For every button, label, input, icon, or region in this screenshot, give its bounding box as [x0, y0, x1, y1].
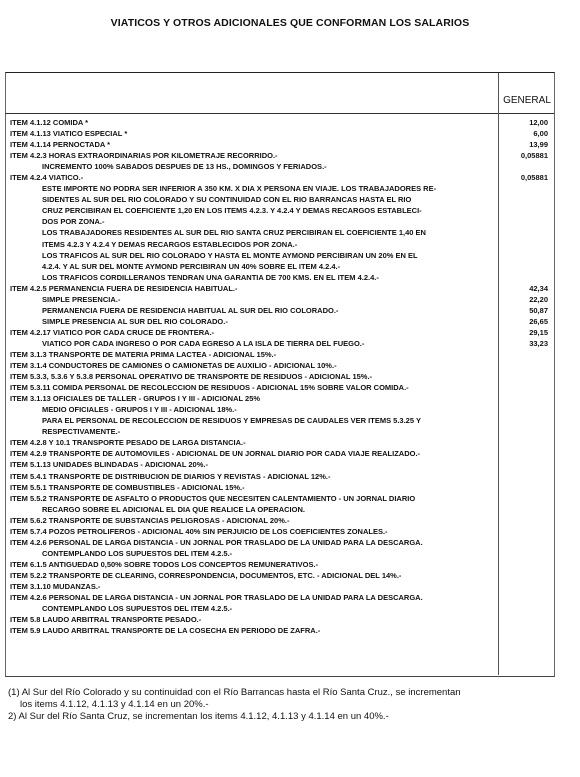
table-row [10, 614, 554, 625]
row-text: ITEM 3.1.10 MUDANZAS.- [10, 581, 101, 591]
table-row [10, 216, 554, 227]
row-text: ITEM 4.2.6 PERSONAL DE LARGA DISTANCIA - UN JORNAL POR TRASLADO DE LA UNIDAD PARA LA DESCARGA. [10, 537, 423, 547]
footnote-1: (1) Al Sur del Río Colorado y su continuidad con el Río Barrancas hasta el Río Santa Cruz., se incrementan [8, 687, 461, 698]
table-row [10, 239, 554, 250]
table-row [10, 437, 554, 448]
table-row [10, 371, 554, 382]
row-value: 22,20 [529, 294, 548, 304]
row-text: ITEM 4.1.13 VIATICO ESPECIAL * [10, 129, 128, 139]
table-row [10, 338, 554, 349]
row-value: 50,87 [529, 305, 548, 315]
row-text: ITEM 5.5.1 TRANSPORTE DE COMBUSTIBLES - ADICIONAL 15%.- [10, 482, 245, 492]
row-text: ITEM 3.1.13 OFICIALES DE TALLER - GRUPOS I Y III - ADICIONAL 25% [10, 394, 261, 404]
row-text: VIATICO POR CADA INGRESO O POR CADA EGRESO A LA ISLA DE TIERRA DEL FUEGO.- [42, 338, 365, 348]
row-text: MEDIO OFICIALES - GRUPOS I Y III - ADICIONAL 18%.- [42, 405, 237, 415]
table-row [10, 493, 554, 504]
table-row [10, 581, 554, 592]
row-text: ITEM 5.5.2 TRANSPORTE DE ASFALTO O PRODUCTOS QUE NECESITEN CALENTAMIENTO - UN JORNAL DIARIO [10, 493, 416, 503]
table-row [10, 404, 554, 415]
table-row [10, 349, 554, 360]
table-row [10, 592, 554, 603]
table-row [10, 117, 554, 128]
row-text: ITEM 4.2.17 VIATICO POR CADA CRUCE DE FRONTERA.- [10, 327, 215, 337]
table-row [10, 570, 554, 581]
row-text: PERMANENCIA FUERA DE RESIDENCIA HABITUAL AL SUR DEL RIO COLORADO.- [42, 305, 339, 315]
table-row [10, 415, 554, 426]
row-text: ITEM 5.2.2 TRANSPORTE DE CLEARING, CORRESPONDENCIA, DOCUMENTOS, ETC. - ADICIONAL DEL 14%.- [10, 570, 402, 580]
row-text: ITEM 6.1.5 ANTIGUEDAD 0,50% SOBRE TODOS LOS CONCEPTOS REMUNERATIVOS.- [10, 559, 319, 569]
table-row [10, 150, 554, 161]
table-row [10, 283, 554, 294]
row-text: ITEM 4.2.9 TRANSPORTE DE AUTOMOVILES - ADICIONAL DE UN JORNAL DIARIO POR CADA VIAJE REALIZADO.- [10, 449, 421, 459]
page-title: VIATICOS Y OTROS ADICIONALES QUE CONFORMAN LOS SALARIOS [110, 17, 470, 29]
table-row [10, 294, 554, 305]
row-text: ESTE IMPORTE NO PODRA SER INFERIOR A 350 KM. X DIA X PERSONA EN VIAJE. LOS TRABAJADORES RE- [42, 184, 437, 194]
table-row [10, 139, 554, 150]
row-text: LOS TRAFICOS CORDILLERANOS TENDRAN UNA GARANTIA DE 700 KMS. EN EL ITEM 4.2.4.- [42, 272, 379, 282]
row-text: 4.2.4. Y AL SUR DEL MONTE AYMOND PERCIBIRAN UN 40% SOBRE EL ITEM 4.2.4.- [42, 261, 341, 271]
row-text: SIMPLE PRESENCIA.- [42, 294, 121, 304]
table-row [10, 205, 554, 216]
row-value: 0,05881 [520, 151, 548, 161]
row-text: ITEM 5.1.13 UNIDADES BLINDADAS - ADICIONAL 20%.- [10, 460, 208, 470]
table-row [10, 603, 554, 614]
row-text: ITEM 4.2.4 VIATICO.- [10, 173, 84, 183]
row-text: ITEM 5.9 LAUDO ARBITRAL TRANSPORTE DE LA COSECHA EN PERIODO DE ZAFRA.- [10, 626, 321, 636]
table-row [10, 482, 554, 493]
row-text: SIMPLE PRESENCIA AL SUR DEL RIO COLORADO.- [42, 316, 228, 326]
table-body [10, 117, 554, 636]
header-divider [5, 113, 554, 114]
row-value: 33,23 [529, 338, 548, 348]
row-text: DOS POR ZONA.- [42, 217, 105, 227]
row-text: LOS TRAFICOS AL SUR DEL RIO COLORADO Y HASTA EL MONTE AYMOND PERCIBIRAN UN 20% EN EL [42, 250, 418, 260]
table-row [10, 172, 554, 183]
table-row [10, 459, 554, 470]
row-text: ITEM 4.1.14 PERNOCTADA * [10, 140, 111, 150]
row-text: ITEM 5.3.11 COMIDA PERSONAL DE RECOLECCION DE RESIDUOS - ADICIONAL 15% SOBRE VALOR COMIDA.- [10, 383, 409, 393]
table-row [10, 250, 554, 261]
row-value: 6,00 [533, 129, 548, 139]
row-text: ITEM 5.3.3, 5.3.6 Y 5.3.8 PERSONAL OPERATIVO DE TRANSPORTE DE RESIDUOS - ADICIONAL 15%.- [10, 372, 373, 382]
row-text: ITEM 5.6.2 TRANSPORTE DE SUBSTANCIAS PELIGROSAS - ADICIONAL 20%.- [10, 515, 290, 525]
table-row [10, 183, 554, 194]
table-row [10, 548, 554, 559]
table-row [10, 471, 554, 482]
row-value: 29,15 [529, 327, 548, 337]
table-row [10, 305, 554, 316]
table-row [10, 194, 554, 205]
table-row [10, 559, 554, 570]
footnote-2: 2) Al Sur del Río Santa Cruz, se incrementan los items 4.1.12, 4.1.13 y 4.1.14 en un 40%.- [8, 711, 389, 722]
row-text: CRUZ PERCIBIRAN EL COEFICIENTE 1,20 EN LOS ITEMS 4.2.3. Y 4.2.4 Y DEMAS RECARGOS ESTABLECI- [42, 206, 422, 216]
row-text: ITEM 3.1.4 CONDUCTORES DE CAMIONES O CAMIONETAS DE AUXILIO - ADICIONAL 10%.- [10, 361, 337, 371]
row-text: ITEM 3.1.3 TRANSPORTE DE MATERIA PRIMA LACTEA - ADICIONAL 15%.- [10, 349, 277, 359]
row-value: 0,05881 [520, 173, 548, 183]
table-row [10, 393, 554, 404]
table-row [10, 316, 554, 327]
row-text: LOS TRABAJADORES RESIDENTES AL SUR DEL RIO SANTA CRUZ PERCIBIRAN EL COEFICIENTE 1,40 EN [42, 228, 426, 238]
footnote-1-continued: los items 4.1.12, 4.1.13 y 4.1.14 en un 20%.- [20, 699, 209, 710]
table-row [10, 537, 554, 548]
table-row [10, 504, 554, 515]
table-row [10, 261, 554, 272]
row-text: ITEM 4.2.3 HORAS EXTRAORDINARIAS POR KILOMETRAJE RECORRIDO.- [10, 151, 278, 161]
table-row [10, 327, 554, 338]
row-text: ITEM 4.1.12 COMIDA * [10, 118, 89, 127]
row-value: 42,34 [529, 283, 548, 293]
table-row [10, 448, 554, 459]
row-text: CONTEMPLANDO LOS SUPUESTOS DEL ITEM 4.2.5.- [42, 604, 233, 614]
table-row [10, 272, 554, 283]
row-text: ITEM 4.2.5 PERMANENCIA FUERA DE RESIDENCIA HABITUAL.- [10, 283, 238, 293]
row-text: PARA EL PERSONAL DE RECOLECCION DE RESIDUOS Y EMPRESAS DE CAUDALES VER ITEMS 5.3.25 Y [42, 416, 421, 426]
row-value: 13,99 [529, 140, 548, 150]
row-value: 26,65 [529, 316, 548, 326]
table-row [10, 128, 554, 139]
table-row [10, 360, 554, 371]
row-text: ITEMS 4.2.3 Y 4.2.4 Y DEMAS RECARGOS ESTABLECIDOS POR ZONA.- [42, 239, 298, 249]
table-row [10, 426, 554, 437]
row-text: ITEM 4.2.6 PERSONAL DE LARGA DISTANCIA - UN JORNAL POR TRASLADO DE LA UNIDAD PARA LA DESCARGA. [10, 593, 423, 603]
row-value: 12,00 [529, 118, 548, 127]
table-row [10, 625, 554, 636]
table-row [10, 382, 554, 393]
table-row [10, 161, 554, 172]
column-header-general: GENERAL [503, 95, 551, 106]
row-text: SIDENTES AL SUR DEL RIO COLORADO Y SU CONTINUIDAD CON EL RIO BARRANCAS HASTA EL RIO [42, 195, 412, 205]
table-row [10, 515, 554, 526]
row-text: ITEM 5.7.4 POZOS PETROLIFEROS - ADICIONAL 40% SIN PERJUICIO DE LOS COEFICIENTES ZONALES.- [10, 526, 388, 536]
row-text: RESPECTIVAMENTE.- [42, 427, 121, 437]
row-text: INCREMENTO 100% SABADOS DESPUES DE 13 HS., DOMINGOS Y FERIADOS.- [42, 162, 327, 172]
row-text: RECARGO SOBRE EL ADICIONAL EL DIA QUE REALICE LA OPERACION. [42, 504, 305, 514]
row-text: ITEM 5.8 LAUDO ARBITRAL TRANSPORTE PESADO.- [10, 615, 202, 625]
row-text: CONTEMPLANDO LOS SUPUESTOS DEL ITEM 4.2.5.- [42, 548, 233, 558]
table-row [10, 526, 554, 537]
row-text: ITEM 4.2.8 Y 10.1 TRANSPORTE PESADO DE LARGA DISTANCIA.- [10, 438, 246, 448]
table-row [10, 227, 554, 238]
row-text: ITEM 5.4.1 TRANSPORTE DE DISTRIBUCION DE DIARIOS Y REVISTAS - ADICIONAL 12%.- [10, 471, 331, 481]
